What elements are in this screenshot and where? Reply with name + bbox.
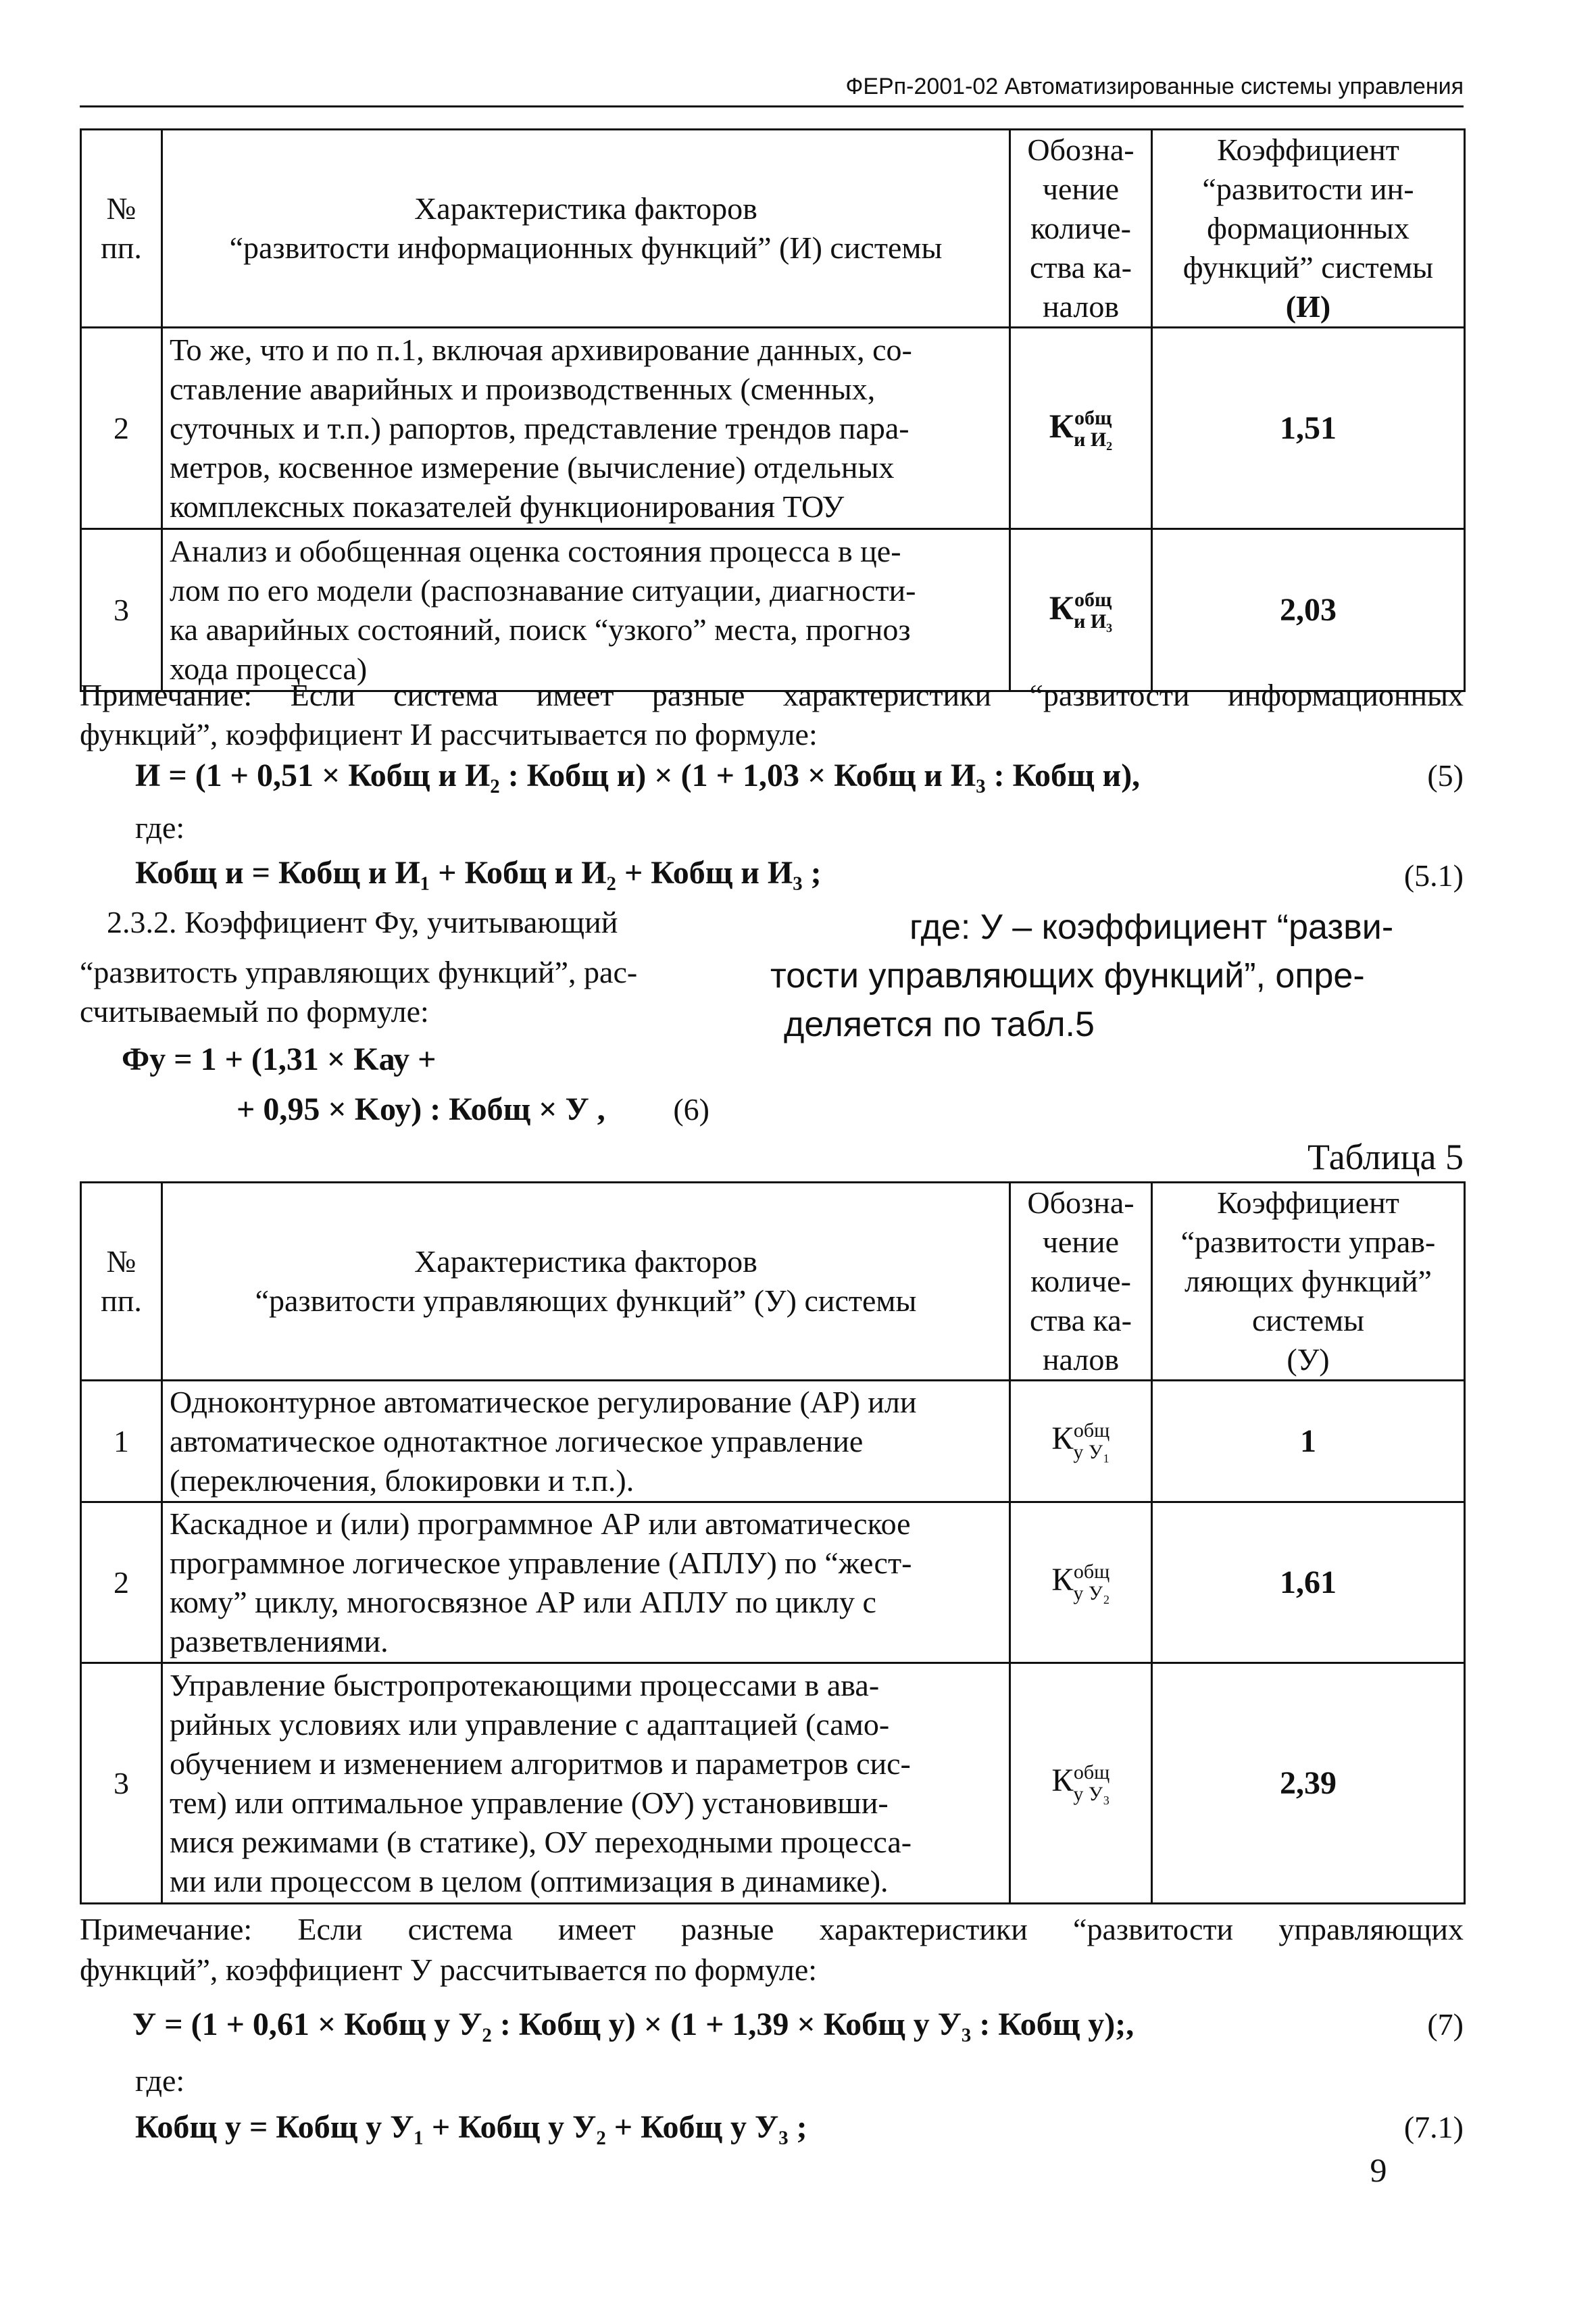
right-note-line1: где: У – коэффициент “разви- (909, 908, 1394, 947)
row-symbol: К общ у У₂ (1010, 1502, 1152, 1663)
table-row (81, 1663, 1465, 1904)
formula-5-number: (5) (1427, 758, 1464, 793)
table-row (81, 1381, 1465, 1502)
row-characteristic: Каскадное и (или) программное АР или автоматическое программное логическое управление (АПЛУ) по “жест- кому” циклу, многосвязное АР или АПЛУ по циклу с разветвлениями. (162, 1502, 1010, 1663)
row-number: 1 (81, 1381, 162, 1502)
row-number: 2 (81, 328, 162, 529)
right-note-line3: деляется по табл.5 (784, 1005, 1095, 1044)
row-number: 3 (81, 529, 162, 691)
formula-7-1-number: (7.1) (1403, 2110, 1464, 2144)
table-row (81, 1502, 1465, 1663)
where-label-2: где: (135, 2063, 185, 2098)
note-control-line1: Примечание: Если система имеет разные характеристики “развитости управляющих (80, 1912, 1464, 1946)
table-5-caption: Таблица 5 (1307, 1137, 1464, 1177)
formula-5-1-number: (5.1) (1403, 858, 1464, 893)
running-header: ФЕРп-2001-02 Автоматизированные системы управления (80, 70, 1464, 107)
row-characteristic: То же, что и по п.1, включая архивирование данных, со- ставление аварийных и производственных (сменных, суточных и т.п.) рапортов, представление трендов пара- метров, косвенное измерение (вычисление) отдельных комплексных показателей функционирования ТОУ (162, 328, 1010, 529)
header-coefficient: Коэффициент “развитости ин- формационных функций” системы (И) (1152, 130, 1465, 328)
formula-6-line1: Фу = 1 + (1,31 × Kау + (122, 1041, 437, 1077)
table-header-row (81, 1183, 1465, 1381)
formula-7: У = (1 + 0,61 × Кобщ у У₂ : Кобщ у) × (1 + 1,39 × Кобщ у У₃ : Кобщ у);, (132, 2007, 1134, 2042)
row-characteristic: Управление быстропротекающими процессами в ава- рийных условиях или управление с адаптацией (само- обучением и изменением алгоритмов и параметров сис- тем) или оптимальное управление (ОУ) установивши- мися режимами (в статике), ОУ переходными процесса- ми или процессом в целом (оптимизация в динамике). (162, 1663, 1010, 1904)
row-value: 1 (1152, 1381, 1465, 1502)
section-2-3-2-line1: 2.3.2. Коэффициент Фу, учитывающий (107, 905, 618, 939)
table-information-functions (80, 128, 1466, 692)
header-number: № пп. (81, 130, 162, 328)
header-number: № пп. (81, 1183, 162, 1381)
row-symbol: К общ и И₂ (1010, 328, 1152, 529)
header-coefficient: Коэффициент “развитости управ- ляющих функций” системы (У) (1152, 1183, 1465, 1381)
formula-7-number: (7) (1427, 2007, 1464, 2042)
where-label-1: где: (135, 810, 185, 845)
row-number: 3 (81, 1663, 162, 1904)
row-number: 2 (81, 1502, 162, 1663)
row-symbol: К общ у У₁ (1010, 1381, 1152, 1502)
formula-7-1: Кобщ у = Кобщ у У₁ + Кобщ у У₂ + Кобщ у У₃ ; (135, 2109, 807, 2145)
note-information-line2: функций”, коэффициент И рассчитывается по формуле: (80, 717, 818, 752)
section-2-3-2-line3: считываемый по формуле: (80, 994, 429, 1029)
note-information-line1: Примечание: Если система имеет разные характеристики “развитости информационных (80, 678, 1464, 712)
note-control-line2: функций”, коэффициент У рассчитывается по формуле: (80, 1952, 818, 1987)
right-note-line2: тости управляющих функций”, опре- (770, 956, 1365, 995)
formula-6-line2: + 0,95 × Kоу) : Кобщ × У , (236, 1091, 605, 1127)
header-characteristic: Характеристика факторов “развитости управляющих функций” (У) системы (162, 1183, 1010, 1381)
table-header-row (81, 130, 1465, 328)
table-row (81, 328, 1465, 529)
row-value: 2,03 (1152, 529, 1465, 691)
row-symbol: К общ и И₃ (1010, 529, 1152, 691)
formula-5-1: Кобщ и = Кобщ и И₁ + Кобщ и И₂ + Кобщ и И₃ ; (135, 855, 822, 891)
row-characteristic: Анализ и обобщенная оценка состояния процесса в це- лом по его модели (распознавание ситуации, диагности- ка аварийных состояний, поиск “узкого” места, прогноз хода процесса) (162, 529, 1010, 691)
header-symbol: Обозна- чение количе- ства ка- налов (1010, 130, 1152, 328)
row-value: 1,51 (1152, 328, 1465, 529)
page-number: 9 (1370, 2151, 1387, 2189)
row-symbol: К общ у У₃ (1010, 1663, 1152, 1904)
row-value: 2,39 (1152, 1663, 1465, 1904)
formula-5: И = (1 + 0,51 × Кобщ и И₂ : Кобщ и) × (1 + 1,03 × Кобщ и И₃ : Кобщ и), (135, 758, 1141, 793)
header-symbol: Обозна- чение количе- ства ка- налов (1010, 1183, 1152, 1381)
header-characteristic: Характеристика факторов “развитости информационных функций” (И) системы (162, 130, 1010, 328)
formula-6-number: (6) (673, 1092, 709, 1127)
section-2-3-2-line2: “развитость управляющих функций”, рас- (80, 955, 638, 989)
row-value: 1,61 (1152, 1502, 1465, 1663)
table-row (81, 529, 1465, 691)
row-characteristic: Одноконтурное автоматическое регулирование (АР) или автоматическое однотактное логическое управление (переключения, блокировки и т.п.). (162, 1381, 1010, 1502)
table-control-functions (80, 1181, 1466, 1904)
